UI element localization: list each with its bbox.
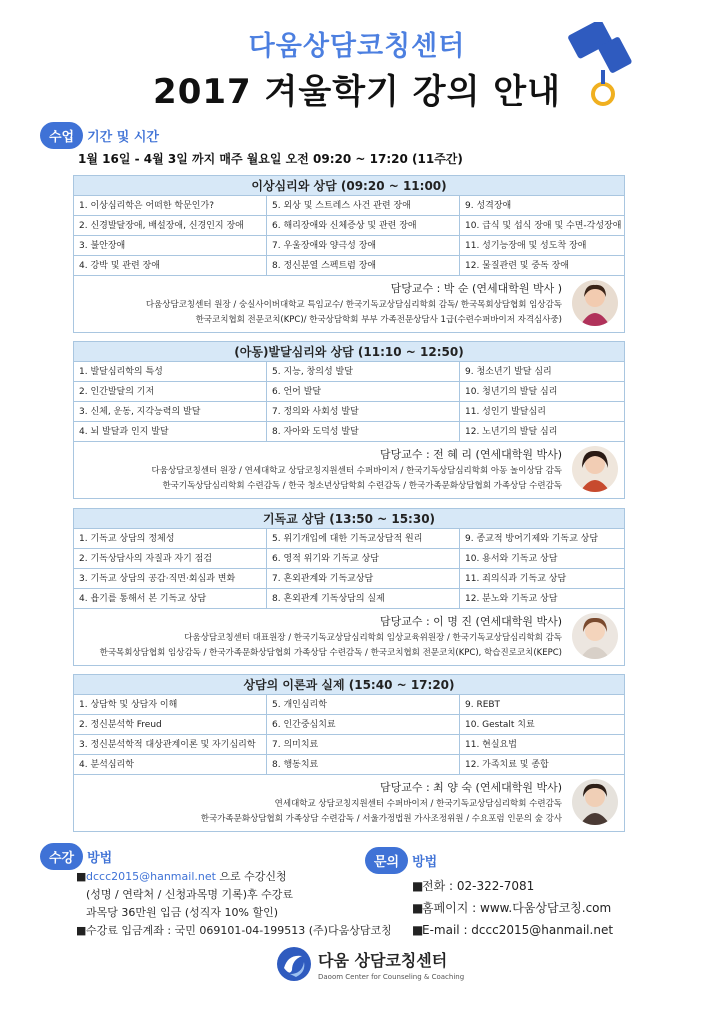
registration-section-header <box>40 843 112 870</box>
course-item: 12. 물질관련 및 중독 장애 <box>460 256 624 276</box>
class-section-label: 기간 및 시간 <box>87 130 159 145</box>
course-item: 4. 욥기를 통해서 본 기독교 상담 <box>74 589 267 609</box>
course-item: 10. 용서와 기독교 상담 <box>460 549 624 569</box>
course-item: 7. 혼외관계와 기독교상담 <box>267 569 460 589</box>
course-item: 7. 우울장애와 양극성 장애 <box>267 236 460 256</box>
course-item: 2. 신경발달장애, 배설장애, 신경인지 장애 <box>74 216 267 236</box>
course-item: 1. 발달심리학의 특성 <box>74 362 267 382</box>
course-item: 4. 뇌 발달과 인지 발달 <box>74 422 267 442</box>
instructor-credential: 다움상담코칭센터 대표원장 / 한국기독교상담심리학회 임상교육위원장 / 한국기독교상담심리학회 감독 <box>184 633 562 643</box>
bullhorn-icon <box>565 22 635 112</box>
course-item: 1. 상담학 및 상담자 이해 <box>74 695 267 715</box>
bullet-icon: ■ <box>76 924 87 937</box>
instructor-photo <box>572 280 618 326</box>
registration-email-suffix: 으로 수강신청 <box>215 870 287 883</box>
course-item: 11. 죄의식과 기독교 상담 <box>460 569 624 589</box>
course-item: 12. 분노와 기독교 상담 <box>460 589 624 609</box>
course-table <box>73 508 625 666</box>
course-item: 3. 기독교 상담의 공감·직면·회심과 변화 <box>74 569 267 589</box>
logo-subtitle: Daoom Center for Counseling & Coaching <box>318 972 465 981</box>
registration-label: 방법 <box>87 851 113 866</box>
instructor-photo <box>572 446 618 492</box>
inquiry-email-link[interactable]: E-mail : dccc2015@hanmail.net <box>422 923 614 937</box>
logo-swirl-icon <box>276 946 312 982</box>
course-item: 5. 위기개입에 대한 기독교상담적 원리 <box>267 529 460 549</box>
course-item: 7. 의미치료 <box>267 735 460 755</box>
course-item: 12. 가족치료 및 종합 <box>460 755 624 775</box>
course-item: 6. 영적 위기와 기독교 상담 <box>267 549 460 569</box>
course-item: 4. 강박 및 관련 장애 <box>74 256 267 276</box>
instructor-block <box>74 276 624 332</box>
registration-email-link[interactable]: dccc2015@hanmail.net <box>86 870 216 883</box>
instructor-credential: 다움상담코칭센터 원장 / 숭실사이버대학교 특임교수/ 한국기독교상담심리학회 감독/ 한국목회상담협회 임상감독 <box>145 300 562 310</box>
course-table <box>73 175 625 333</box>
course-item: 1. 이상심리학은 어떠한 학문인가? <box>74 196 267 216</box>
course-item: 9. REBT <box>460 695 624 715</box>
instructor-credential: 한국코치협회 전문코치(KPC)/ 한국상담학회 부부 가족전문상담사 1급(수련수퍼바이저 자격심사중) <box>195 315 562 325</box>
course-table <box>73 674 625 832</box>
course-item: 5. 개인심리학 <box>267 695 460 715</box>
center-name: 다움상담코칭센터 <box>248 31 466 62</box>
registration-info <box>76 868 392 940</box>
instructor-photo <box>572 779 618 825</box>
course-item: 8. 혼외관계 기독상담의 실제 <box>267 589 460 609</box>
schedule-text: 1월 16일 - 4월 3일 까지 매주 월요일 오전 09:20 ~ 17:20 (11주간) <box>78 152 463 166</box>
course-item: 9. 성격장애 <box>460 196 624 216</box>
instructor-name: 담당교수 : 최 양 숙 (연세대학원 박사) <box>379 781 562 794</box>
registration-account: 수강료 입금계좌 : 국민 069101-04-199513 (주)다움상담코칭 <box>86 924 392 937</box>
bullet-icon: ■ <box>412 879 424 893</box>
registration-pill: 수강 <box>40 843 83 870</box>
instructor-credential: 연세대학교 상담코칭지원센터 수퍼바이저 / 한국기독교상담심리학회 수련감독 <box>274 799 562 809</box>
course-item: 8. 정신분열 스펙트럼 장애 <box>267 256 460 276</box>
course-item: 1. 기독교 상담의 정체성 <box>74 529 267 549</box>
instructor-credential: 한국목회상담협회 임상감독 / 한국가족문화상담협회 가족상담 수련감독 / 한국코치협회 전문코치(KPC), 학습진로코치(KEPC) <box>99 648 562 658</box>
instructor-photo <box>572 613 618 659</box>
course-item: 8. 행동치료 <box>267 755 460 775</box>
course-title: 기독교 상담 (13:50 ~ 15:30) <box>74 509 624 529</box>
instructor-name: 담당교수 : 전 혜 리 (연세대학원 박사) <box>379 448 562 461</box>
course-item: 7. 정의와 사회성 발달 <box>267 402 460 422</box>
inquiry-pill: 문의 <box>365 847 408 874</box>
instructor-block <box>74 609 624 665</box>
course-item: 3. 신체, 운동, 지각능력의 발달 <box>74 402 267 422</box>
inquiry-phone: 전화 : 02-322-7081 <box>422 879 535 893</box>
course-item: 5. 외상 및 스트레스 사건 관련 장애 <box>267 196 460 216</box>
course-item: 12. 노년기의 발달 심리 <box>460 422 624 442</box>
course-item: 6. 언어 발달 <box>267 382 460 402</box>
course-item: 9. 청소년기 발달 심리 <box>460 362 624 382</box>
course-table <box>73 341 625 499</box>
inquiry-info <box>412 875 613 941</box>
center-logo <box>276 946 464 982</box>
registration-line: (성명 / 연락처 / 신청과목명 기록)후 수강료 <box>86 888 293 901</box>
bullet-icon: ■ <box>412 923 424 937</box>
instructor-name: 담당교수 : 박 순 (연세대학원 박사 ) <box>390 282 562 295</box>
course-item: 11. 현실요법 <box>460 735 624 755</box>
course-item: 6. 인간중심치료 <box>267 715 460 735</box>
bullet-icon: ■ <box>76 870 87 883</box>
class-section-header <box>40 122 159 149</box>
instructor-credential: 한국가족문화상담협회 가족상담 수련감독 / 서울가정법원 가사조정위원 / 수요포럼 인문의 숲 강사 <box>200 814 562 824</box>
course-title: 상담의 이론과 실제 (15:40 ~ 17:20) <box>74 675 624 695</box>
course-item: 2. 기독상담사의 자질과 자기 점검 <box>74 549 267 569</box>
course-item: 11. 성인기 발달심리 <box>460 402 624 422</box>
bullet-icon: ■ <box>412 901 424 915</box>
course-title: 이상심리와 상담 (09:20 ~ 11:00) <box>74 176 624 196</box>
course-item: 2. 정신분석학 Freud <box>74 715 267 735</box>
inquiry-homepage-link[interactable]: 홈페이지 : www.다움상담코칭.com <box>422 901 612 915</box>
instructor-block <box>74 442 624 498</box>
logo-name: 다움 상담코칭센터 <box>318 950 448 970</box>
class-pill: 수업 <box>40 122 83 149</box>
course-item: 4. 분석심리학 <box>74 755 267 775</box>
registration-line: 과목당 36만원 입금 (성직자 10% 할인) <box>86 906 279 919</box>
page-title: 2017 겨울학기 강의 안내 <box>153 72 561 112</box>
course-item: 10. 급식 및 섭식 장애 및 수면-각성장애 <box>460 216 624 236</box>
course-item: 3. 불안장애 <box>74 236 267 256</box>
instructor-name: 담당교수 : 이 명 진 (연세대학원 박사) <box>379 615 562 628</box>
inquiry-label: 방법 <box>412 855 438 870</box>
course-item: 8. 자아와 도덕성 발달 <box>267 422 460 442</box>
course-item: 10. Gestalt 치료 <box>460 715 624 735</box>
inquiry-section-header <box>365 847 437 874</box>
course-item: 3. 정신분석학적 대상관계이론 및 자기심리학 <box>74 735 267 755</box>
instructor-credential: 한국기독상담심리학회 수련감독 / 한국 청소년상담학회 수련감독 / 한국가족문화상담협회 가족상담 수련감독 <box>162 481 562 491</box>
course-item: 10. 청년기의 발달 심리 <box>460 382 624 402</box>
course-title: (아동)발달심리와 상담 (11:10 ~ 12:50) <box>74 342 624 362</box>
course-item: 9. 종교적 방어기제와 기독교 상담 <box>460 529 624 549</box>
instructor-credential: 다움상담코칭센터 원장 / 연세대학교 상담코칭지원센터 수퍼바이저 / 한국기독상담심리학회 아동 놀이상담 감독 <box>151 466 562 476</box>
course-item: 11. 성기능장애 및 성도착 장애 <box>460 236 624 256</box>
course-item: 6. 해리장애와 신체증상 및 관련 장애 <box>267 216 460 236</box>
course-item: 2. 인간발달의 기저 <box>74 382 267 402</box>
course-item: 5. 지능, 창의성 발달 <box>267 362 460 382</box>
instructor-block <box>74 775 624 831</box>
